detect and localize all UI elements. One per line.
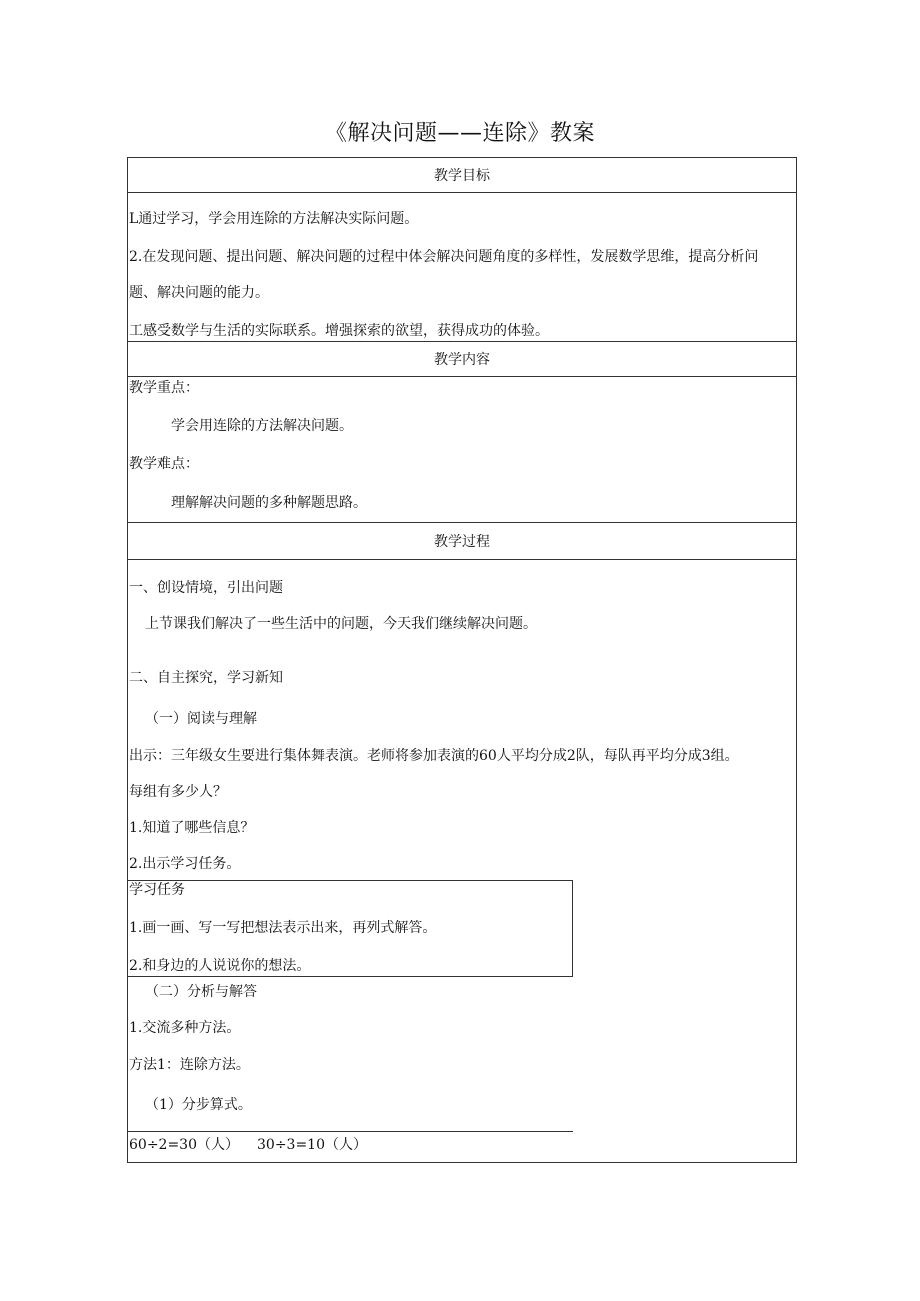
key-point-text: 学会用连除的方法解决问题。 [171,418,353,434]
content-header: 教学内容 [434,352,490,368]
part1-text: 上节课我们解决了一些生活中的问题，今天我们继续解决问题。 [145,616,537,632]
objective-item: 题、解决问题的能力。 [129,285,269,301]
task-item: 1.画一画、写一写把想法表示出来，再列式解答。 [129,920,437,936]
lesson-table [127,157,797,1163]
question-item: 2.出示学习任务。 [129,856,241,872]
method-text: 方法1：连除方法。 [129,1057,250,1073]
question-item: 1.知道了哪些信息？ [129,820,255,836]
subsection-heading: （一）阅读与理解 [145,711,257,727]
key-point-label: 教学重点： [129,380,199,396]
part1-heading: 一、创设情境，引出问题 [129,580,283,596]
document-title: 《解决问题——连除》教案 [324,121,595,146]
calc-rule [127,1131,573,1132]
objective-item: 2.在发现问题、提出问题、解决问题的过程中体会解决问题角度的多样性，发展数学思维，提高分析问 [129,249,759,265]
table-divider [127,559,797,560]
difficulty-text: 理解解决问题的多种解题思路。 [171,495,367,511]
task-item: 2.和身边的人说说你的想法。 [129,958,311,974]
table-divider [127,376,797,377]
table-divider [127,341,797,342]
table-divider [127,522,797,523]
calculation: 60÷2=30（人） [129,1137,239,1153]
subsection-heading: （二）分析与解答 [145,984,257,1000]
calculation: 30÷3=10（人） [257,1137,367,1153]
task-box-title: 学习任务 [129,882,185,898]
problem-text: 每组有多少人？ [129,784,227,800]
step-label: （1）分步算式。 [145,1097,252,1113]
table-divider [127,192,797,193]
part2-heading: 二、自主探究，学习新知 [129,670,283,686]
objective-item: L通过学习，学会用连除的方法解决实际问题。 [129,211,419,227]
objectives-header: 教学目标 [434,168,490,184]
exchange-text: 1.交流多种方法。 [129,1020,241,1036]
difficulty-label: 教学难点： [129,456,199,472]
objective-item: 工感受数学与生活的实际联系。增强探索的欲望，获得成功的体验。 [129,323,549,339]
problem-text: 出示：三年级女生要进行集体舞表演。老师将参加表演的60人平均分成2队，每队再平均分成3组。 [129,748,739,764]
process-header: 教学过程 [434,534,490,550]
